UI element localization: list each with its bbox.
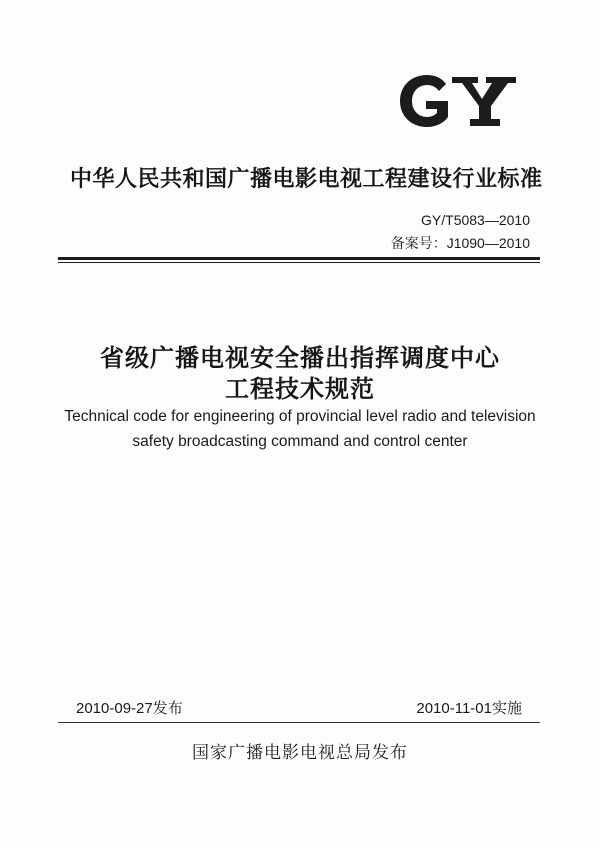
header-divider-thick: [58, 257, 540, 260]
title-english-line-1: Technical code for engineering of provincial level radio and television: [64, 408, 536, 425]
publisher: 国家广播电影电视总局发布: [192, 743, 408, 763]
footer-divider: [58, 722, 540, 723]
title-chinese-line-1: 省级广播电视安全播出指挥调度中心: [100, 344, 500, 372]
standard-code: GY/T5083—2010: [421, 212, 530, 228]
issue-date: 2010-09-27发布: [76, 700, 183, 717]
title-english-line-2: safety broadcasting command and control center: [132, 433, 468, 450]
header-divider-thin: [58, 262, 540, 263]
standard-category: 中华人民共和国广播电影电视工程建设行业标准: [70, 167, 543, 192]
title-chinese-line-2: 工程技术规范: [225, 375, 375, 403]
gy-logo-graphic: [394, 68, 522, 134]
implementation-date: 2010-11-01实施: [416, 700, 522, 717]
gy-logo: [394, 68, 522, 134]
record-code: 备案号：J1090—2010: [390, 235, 530, 251]
